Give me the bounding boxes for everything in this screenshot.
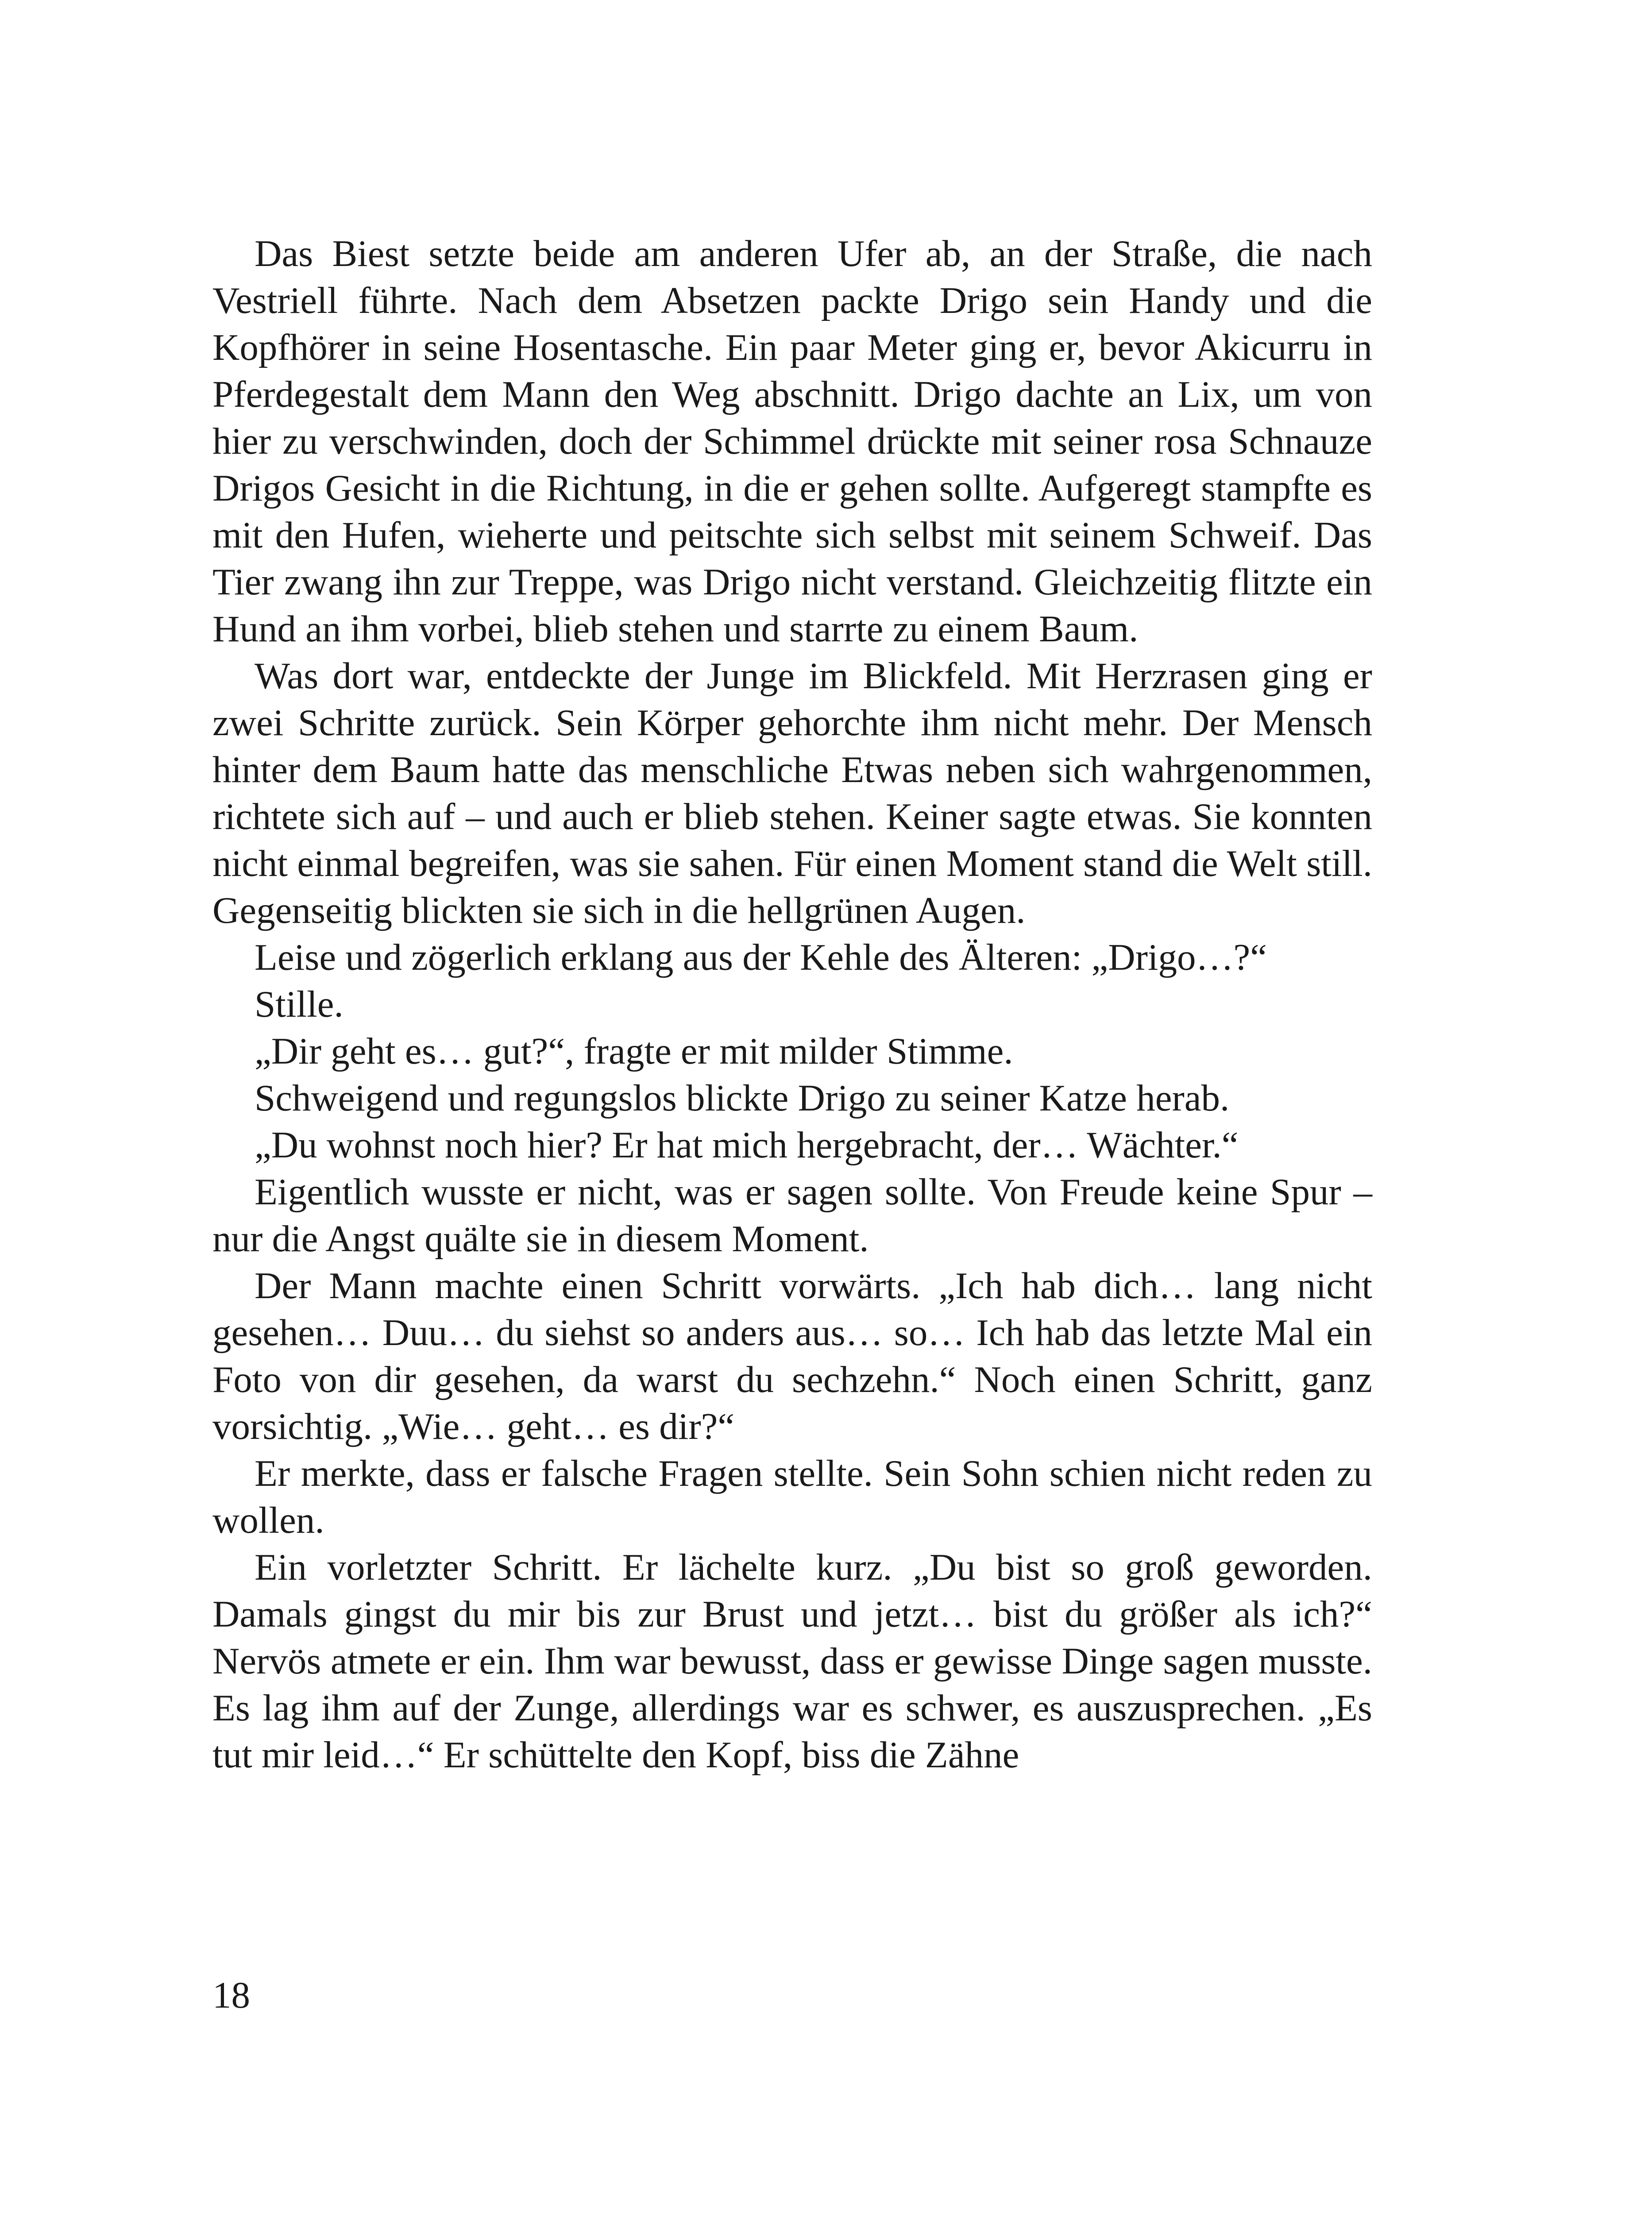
paragraph-8: Eigentlich wusste er nicht, was er sagen sollte. Von Freude keine Spur – nur die Angst quälte sie in diesem Moment. [212,1171,1372,1260]
paragraph-10: Er merkte, dass er falsche Fragen stellte. Sein Sohn schien nicht reden zu wollen. [212,1453,1372,1541]
paragraph-5: „Dir geht es… gut?“, fragte er mit milder Stimme. [255,1030,1013,1072]
body-text [212,230,1372,1778]
page-number: 18 [212,1974,250,2016]
paragraph-7: „Du wohnst noch hier? Er hat mich hergebracht, der… Wächter.“ [255,1124,1239,1166]
paragraph-4: Stille. [255,983,344,1025]
paragraph-6: Schweigend und regungslos blickte Drigo zu seiner Katze herab. [255,1077,1230,1119]
paragraph-1: Das Biest setzte beide am anderen Ufer ab, an der Straße, die nach Vestriell führte. Nach dem Absetzen packte Drigo sein Handy und die Kopfhörer in seine Hosentasche. Ein paar Meter ging er, bevor Akicurru in Pferdegestalt dem Mann den Weg abschnitt. Drigo dachte an Lix, um von hier zu verschwinden, doch der Schimmel drückte mit seiner rosa Schnauze Drigos Gesicht in die Richtung, in die er gehen sollte. Aufgeregt stampfte es mit den Hufen, wieherte und peitschte sich selbst mit seinem Schweif. Das Tier zwang ihn zur Treppe, was Drigo nicht verstand. Gleichzeitig flitzte ein Hund an ihm vorbei, blieb stehen und starrte zu einem Baum. [212,233,1372,650]
paragraph-11: Ein vorletzter Schritt. Er lächelte kurz. „Du bist so groß geworden. Damals gingst du mir bis zur Brust und jetzt… bist du größer als ich?“ Nervös atmete er ein. Ihm war bewusst, dass er gewisse Dinge sagen musste. Es lag ihm auf der Zunge, allerdings war es schwer, es auszusprechen. „Es tut mir leid…“ Er schüttelte den Kopf, biss die Zähne [212,1546,1372,1776]
paragraph-9: Der Mann machte einen Schritt vorwärts. „Ich hab dich… lang nicht gesehen… Duu… du siehst so anders aus… so… Ich hab das letzte Mal ein Foto von dir gesehen, da warst du sechzehn.“ Noch einen Schritt, ganz vorsichtig. „Wie… geht… es dir?“ [212,1265,1372,1447]
paragraph-3: Leise und zögerlich erklang aus der Kehle des Älteren: „Drigo…?“ [255,937,1267,978]
paragraph-2: Was dort war, entdeckte der Junge im Blickfeld. Mit Herzrasen ging er zwei Schritte zurück. Sein Körper gehorchte ihm nicht mehr. Der Mensch hinter dem Baum hatte das menschliche Etwas neben sich wahrgenommen, richtete sich auf – und auch er blieb stehen. Keiner sagte etwas. Sie konnten nicht einmal begreifen, was sie sahen. Für einen Moment stand die Welt still. Gegenseitig blickten sie sich in die hellgrünen Augen. [212,655,1372,931]
